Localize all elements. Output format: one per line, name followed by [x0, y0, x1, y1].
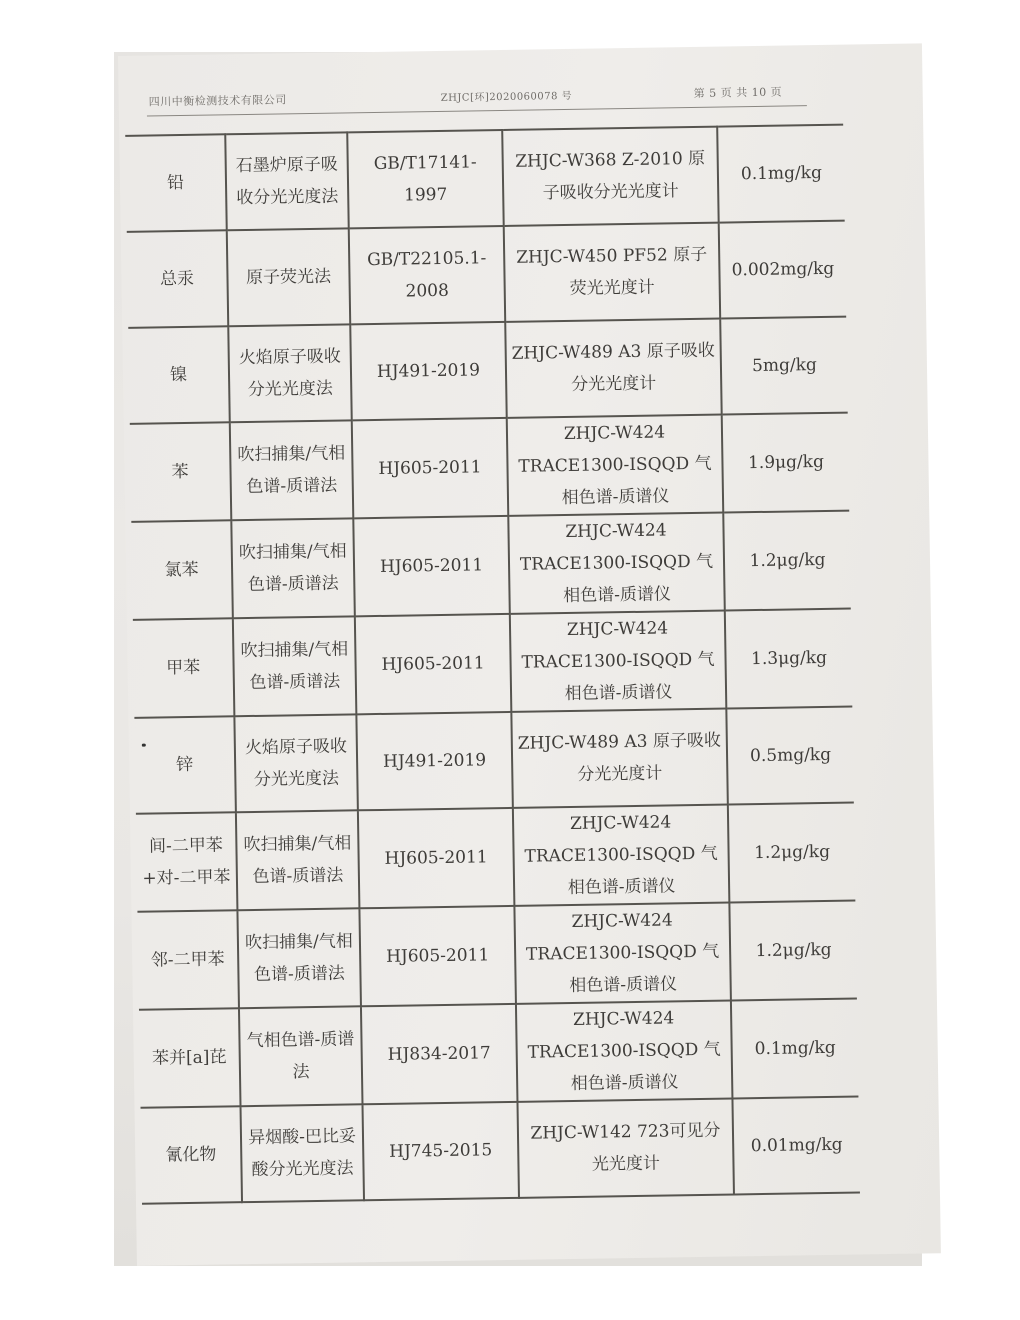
table-row [130, 413, 849, 522]
cell-limit: 1.2μg/kg [729, 901, 857, 1001]
cell-method: 吹扫捕集/气相色谱-质谱法 [237, 908, 361, 1008]
cell-standard: HJ605-2011 [359, 906, 516, 1006]
document-page [118, 43, 941, 1265]
cell-method: 吹扫捕集/气相色谱-质谱法 [236, 810, 360, 910]
cell-standard: GB/T17141-1997 [347, 130, 503, 228]
cell-limit: 1.9μg/kg [722, 413, 850, 513]
table-row [136, 803, 855, 912]
cell-instrument: ZHJC-W489 A3 原子吸收分光光度计 [511, 709, 727, 808]
cell-item: 氰化物 [141, 1106, 242, 1204]
cell-item: 总汞 [127, 230, 228, 328]
cell-item: 甲苯 [133, 618, 235, 718]
cell-limit: 0.5mg/kg [726, 707, 853, 805]
cell-standard: HJ605-2011 [352, 418, 509, 518]
cell-limit: 0.1mg/kg [717, 125, 844, 223]
cell-standard: HJ605-2011 [355, 614, 512, 714]
cell-method: 吹扫捕集/气相色谱-质谱法 [233, 616, 357, 716]
table-row [131, 511, 850, 620]
cell-method: 原子荧光法 [227, 228, 350, 326]
cell-instrument: ZHJC-W424 TRACE1300-ISQQD 气相色谱-质谱仪 [514, 903, 731, 1004]
cell-standard: HJ491-2019 [350, 322, 506, 420]
cell-item: 苯并[a]芘 [139, 1008, 241, 1108]
cell-item: 锌 [134, 716, 235, 814]
cell-instrument: ZHJC-W489 A3 原子吸收分光光度计 [505, 319, 721, 418]
cell-standard: GB/T22105.1-2008 [349, 226, 505, 324]
cell-standard: HJ834-2017 [361, 1004, 518, 1104]
table-row [125, 125, 844, 232]
cell-instrument: ZHJC-W424 TRACE1300-ISQQD 气相色谱-质谱仪 [510, 611, 727, 712]
table-row [141, 1096, 860, 1203]
cell-instrument: ZHJC-W450 PF52 原子荧光光度计 [504, 223, 720, 322]
cell-item: 氯苯 [131, 520, 233, 620]
table-row [128, 317, 847, 424]
cell-instrument: ZHJC-W368 Z-2010 原子吸收分光光度计 [502, 127, 718, 226]
table-row [127, 221, 846, 328]
cell-limit: 0.002mg/kg [719, 221, 846, 319]
table-row [133, 609, 852, 718]
cell-limit: 0.1mg/kg [731, 999, 859, 1099]
cell-method: 吹扫捕集/气相色谱-质谱法 [230, 420, 354, 520]
detection-method-table [125, 124, 860, 1205]
cell-item: 苯 [130, 422, 232, 522]
cell-method: 异烟酸-巴比妥酸分光光度法 [241, 1104, 364, 1202]
cell-item: 铅 [125, 134, 226, 232]
cell-instrument: ZHJC-W424 TRACE1300-ISQQD 气相色谱-质谱仪 [508, 513, 725, 614]
cell-limit: 1.2μg/kg [728, 803, 856, 903]
cell-method: 气相色谱-质谱法 [239, 1006, 363, 1106]
cell-limit: 5mg/kg [720, 317, 847, 415]
cell-limit: 1.3μg/kg [725, 609, 853, 709]
cell-method: 石墨炉原子吸收分光光度法 [225, 132, 348, 230]
cell-instrument: ZHJC-W424 TRACE1300-ISQQD 气相色谱-质谱仪 [513, 805, 730, 906]
cell-limit: 0.01mg/kg [732, 1096, 859, 1194]
cell-instrument: ZHJC-W142 723可见分光光度计 [517, 1098, 733, 1197]
table-row [137, 901, 856, 1010]
table-row [139, 999, 858, 1108]
cell-standard: HJ605-2011 [358, 808, 515, 908]
cell-method: 火焰原子吸收分光光度法 [234, 714, 357, 812]
cell-item: 镍 [128, 326, 229, 424]
header-company: 四川中衡检测技术有限公司 [148, 93, 287, 109]
cell-standard: HJ605-2011 [353, 516, 510, 616]
cell-limit: 1.2μg/kg [723, 511, 851, 611]
cell-method: 吹扫捕集/气相色谱-质谱法 [231, 518, 355, 618]
header-page-info: 第 5 页 共 10 页 [693, 85, 783, 100]
cell-instrument: ZHJC-W424 TRACE1300-ISQQD 气相色谱-质谱仪 [507, 415, 724, 516]
cell-item: 间-二甲苯+对-二甲苯 [136, 812, 238, 912]
cell-method: 火焰原子吸收分光光度法 [228, 324, 351, 422]
ink-mark [142, 744, 146, 747]
cell-item: 邻-二甲苯 [137, 910, 239, 1010]
cell-instrument: ZHJC-W424 TRACE1300-ISQQD 气相色谱-质谱仪 [516, 1000, 733, 1101]
cell-standard: HJ491-2019 [356, 712, 512, 810]
table-row [134, 707, 853, 814]
header-report-number: ZHJC[环]2020060078 号 [440, 90, 573, 104]
cell-standard: HJ745-2015 [362, 1102, 518, 1200]
